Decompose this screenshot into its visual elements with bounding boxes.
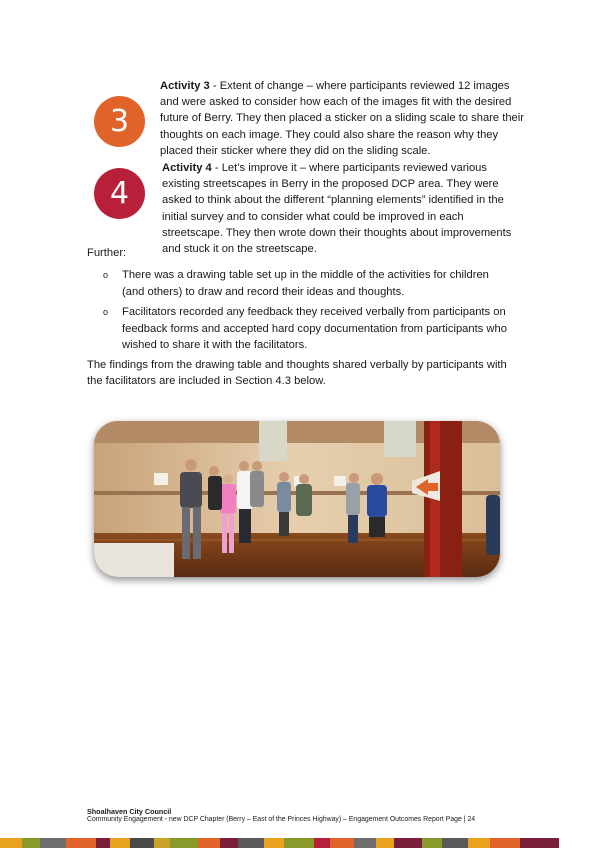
activity-3-text: - Extent of change – where participants reviewed 12 images and were asked to consider how each of the images fit with the desired future of Berry. They then placed a sticker on a sliding scale to share their thoughts on each image. They could also share the reason why they placed their sticker where they did on the sliding scale. [160,80,524,157]
event-photo [94,421,500,577]
stripe-segment [220,838,238,848]
stripe-segment [96,838,110,848]
footer-color-stripe [0,838,599,848]
activity-4-paragraph [162,160,526,257]
bullet-marker-1: o [103,270,109,280]
stripe-segment [154,838,170,848]
stripe-segment [376,838,394,848]
stripe-segment [394,838,422,848]
findings-paragraph: The findings from the drawing table and thoughts shared verbally by participants with the facilitators are included in Section 4.3 below. [87,359,507,388]
stripe-segment [264,838,284,848]
stripe-segment [66,838,96,848]
activity-3-number-badge: 3 [94,96,145,147]
stripe-segment [520,838,559,848]
stripe-segment [170,838,198,848]
stripe-segment [22,838,40,848]
stripe-segment [422,838,442,848]
stripe-segment [284,838,314,848]
stripe-segment [238,838,264,848]
stripe-segment [0,838,22,848]
stripe-segment [490,838,520,848]
stripe-segment [40,838,66,848]
footer-organisation: Shoalhaven City Council [87,807,172,816]
stripe-segment [468,838,490,848]
stripe-segment [314,838,330,848]
activity-4-text: - Let’s improve it – where participants reviewed various existing streetscapes in Berry in the proposed DCP area. They were asked to think about the different “planning elements” identified in the initial survey and to consider what could be improved in each streetscape. They then wrote down their thoughts about improvements and stuck it on the streetscape. [162,162,512,256]
bullet-item-drawing-table: There was a drawing table set up in the middle of the activities for children (and others) to draw and record their ideas and thoughts. [122,269,489,298]
bullet-item-facilitators: Facilitators recorded any feedback they received verbally from participants on feedback forms and accepted hard copy documentation from participants who wished to share it with the facilitators. [122,306,507,352]
activity-3-paragraph [160,78,526,159]
stripe-segment [198,838,220,848]
stripe-segment [130,838,154,848]
activity-4-number-badge: 4 [94,168,145,219]
bullet-marker-2: o [103,307,109,317]
activity-3-label: Activity 3 [160,80,210,92]
footer-report-line: Community Engagement - new DCP Chapter (Berry – East of the Princes Highway) – Engagement Outcomes Report Page | 24 [87,816,476,823]
stripe-segment [330,838,354,848]
stripe-segment [354,838,376,848]
stripe-segment [442,838,468,848]
further-label: Further: [87,247,127,259]
stripe-segment [110,838,130,848]
activity-4-label: Activity 4 [162,162,212,174]
event-photo-image [94,421,500,577]
